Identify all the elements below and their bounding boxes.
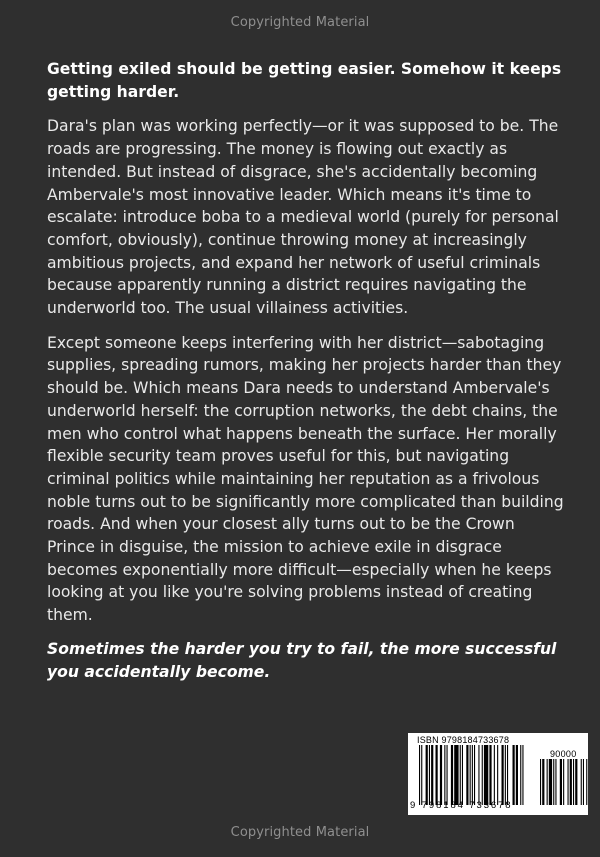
barcode-main-bar <box>478 745 479 805</box>
barcode-main-bar <box>444 745 445 805</box>
barcode-main-bar <box>505 745 506 805</box>
barcode-main-bar <box>522 745 523 805</box>
barcode-main-bar <box>462 745 463 805</box>
barcode-main-bar <box>429 745 430 805</box>
barcode-addon-bar <box>570 759 572 805</box>
barcode-main-bar <box>454 745 458 805</box>
barcode-main-bar <box>447 745 448 805</box>
barcode-main-bar <box>513 745 515 805</box>
barcode-addon-bar <box>547 759 548 805</box>
barcode-main-bar <box>520 745 521 805</box>
barcode-main-bar <box>472 745 473 805</box>
barcode-addon-bar <box>560 759 562 805</box>
barcode-main-bar <box>466 745 468 805</box>
blurb-paragraph-1: Dara's plan was working perfectly—or it was supposed to be. The roads are progressing. The money is flowing out exactly as intended. But instead of disgrace, she's accidentally becoming Ambervale's most innovative leader. Which means it's time to escalate: introduce boba to a medieval world (purely for personal comfort, obviously), continue throwing money at increasingly ambitious projects, and expand her network of useful criminals because apparently running a district requires navigating the underworld too. The usual villainess activities. <box>47 117 559 318</box>
price-code: 90000 <box>550 749 577 759</box>
barcode-main-bar <box>460 745 461 805</box>
isbn-barcode <box>408 733 588 815</box>
barcode-addon-bar <box>540 759 541 805</box>
barcode-main-bar <box>516 745 518 805</box>
barcode-main-bar <box>431 745 433 805</box>
back-cover-blurb <box>47 58 567 683</box>
barcode-main-bar <box>436 745 438 805</box>
barcode-addon-bar <box>555 759 556 805</box>
blurb-headline: Getting exiled should be getting easier. Somehow it keeps getting harder. <box>47 60 562 101</box>
barcode-main-bar <box>507 745 508 805</box>
isbn-label: ISBN 9798184733678 <box>417 735 510 745</box>
barcode-main-bar <box>421 745 422 805</box>
barcode-addon-bar <box>553 759 554 805</box>
barcode-addon-bar <box>581 759 582 805</box>
barcode-main-bar <box>489 745 491 805</box>
barcode-main-bar <box>494 745 495 805</box>
barcode-main-bar <box>440 745 442 805</box>
barcode-main-bar <box>470 745 471 805</box>
barcode-addon-bar <box>586 759 587 805</box>
blurb-paragraph-2: Except someone keeps interfering with her district—sabotaging supplies, spreading rumors, making her projects harder than they should be. Which means Dara needs to understand Ambervale's underworld herself: the corruption networks, the debt chains, the men who control what happens beneath the surface. Her morally flexible security team proves useful for this, but navigating criminal politics while maintaining her reputation as a frivolous noble turns out to be significantly more complicated than building roads. And when your closest ally turns out to be the Crown Prince in disguise, the mission to achieve exile in disgrace becomes exponentially more difficult—especially when he keeps looking at you like you're solving problems instead of creating them. <box>47 333 564 625</box>
barcode-main-bar <box>451 745 453 805</box>
barcode-addon-bar <box>573 759 574 805</box>
barcode-addon-bar <box>549 759 552 805</box>
barcode-main-bar <box>426 745 428 805</box>
copyright-watermark-bottom: Copyrighted Material <box>230 825 370 840</box>
barcode-main-bar <box>482 745 483 805</box>
barcode-main-bar <box>497 745 498 805</box>
barcode-addon-bar <box>575 759 577 805</box>
barcode-addon-bar <box>563 759 564 805</box>
barcode-main-bar <box>502 745 504 805</box>
barcode-main-bar <box>474 745 475 805</box>
barcode-main-bar <box>419 745 420 805</box>
blurb-tagline: Sometimes the harder you try to fail, the more successful you accidentally become. <box>47 639 557 681</box>
barcode-addon-bar <box>583 759 584 805</box>
barcode-addon-bar <box>568 759 569 805</box>
barcode-main-bar <box>484 745 488 805</box>
copyright-watermark-top: Copyrighted Material <box>230 15 370 30</box>
ean-digits: 9 798184 733678 <box>410 800 513 811</box>
barcode-addon-bar <box>542 759 544 805</box>
